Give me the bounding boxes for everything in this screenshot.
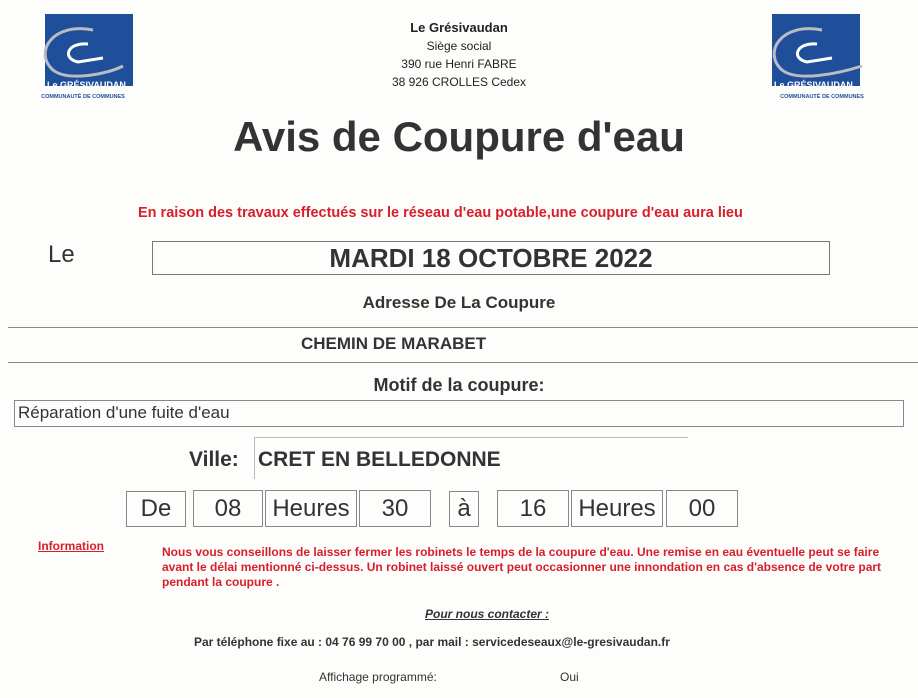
schedule-de: De: [126, 491, 186, 527]
schedule-start-minute: 30: [359, 490, 431, 527]
motif-value: Réparation d'une fuite d'eau: [18, 403, 230, 422]
org-name: Le Grésivaudan: [410, 20, 508, 35]
address-value: CHEMIN DE MARABET: [301, 334, 487, 353]
header-line-1: Siège social: [426, 39, 492, 53]
contact-line: Par téléphone fixe au : 04 76 99 70 00 , par mail : servicedeseaux@le-gresivaudan.fr: [194, 635, 670, 649]
date-value: MARDI 18 OCTOBRE 2022: [329, 242, 653, 273]
intro-text: En raison des travaux effectués sur le réseau d'eau potable,une coupure d'eau aura lieu: [138, 205, 743, 221]
schedule-end-minute: 00: [666, 490, 738, 527]
contact-heading: Pour nous contacter :: [424, 607, 549, 621]
address-heading: Adresse De La Coupure: [362, 293, 556, 312]
logo-swirl-icon: [33, 22, 133, 82]
information-text: Nous vous conseillons de laisser fermer les robinets le temps de la coupure d'eau. Une remise en eau éventuelle peut se faire avant le délai mentionné ci-dessus. Un robinet laissé ouvert peut occasionner une innondation en cas d'absence de votre part pendant la coupure .: [162, 545, 882, 589]
header-line-3: 38 926 CROLLES Cedex: [391, 75, 527, 89]
ville-label: Ville:: [189, 448, 239, 471]
date-label: Le: [48, 241, 75, 268]
schedule-a: à: [449, 491, 479, 527]
logo-swirl-icon: [762, 22, 872, 82]
schedule-heures-2: Heures: [571, 490, 663, 527]
logo-left: [33, 14, 133, 100]
schedule-start-hour: 08: [193, 490, 263, 527]
logo-sublabel: COMMUNAUTÉ DE COMMUNES: [41, 94, 125, 100]
affichage-label: Affichage programmé:: [319, 670, 437, 684]
motif-field: [14, 400, 904, 427]
logo-sublabel: COMMUNAUTÉ DE COMMUNES: [780, 94, 864, 100]
page-title: Avis de Coupure d'eau: [233, 113, 685, 160]
motif-heading: Motif de la coupure:: [373, 375, 545, 395]
schedule-heures-1: Heures: [265, 490, 357, 527]
header-line-2: 390 rue Henri FABRE: [401, 57, 517, 71]
ville-value: CRET EN BELLEDONNE: [258, 448, 501, 471]
date-field: [152, 241, 830, 275]
logo-right: [772, 14, 872, 100]
address-field: [8, 327, 918, 363]
logo-label: Le GRÉSIVAUDAN: [47, 80, 126, 90]
logo-label: Le GRÉSIVAUDAN: [774, 80, 853, 90]
affichage-value: Oui: [560, 670, 579, 684]
schedule-end-hour: 16: [497, 490, 569, 527]
information-label: Information: [38, 539, 104, 553]
ville-field: [254, 437, 688, 479]
